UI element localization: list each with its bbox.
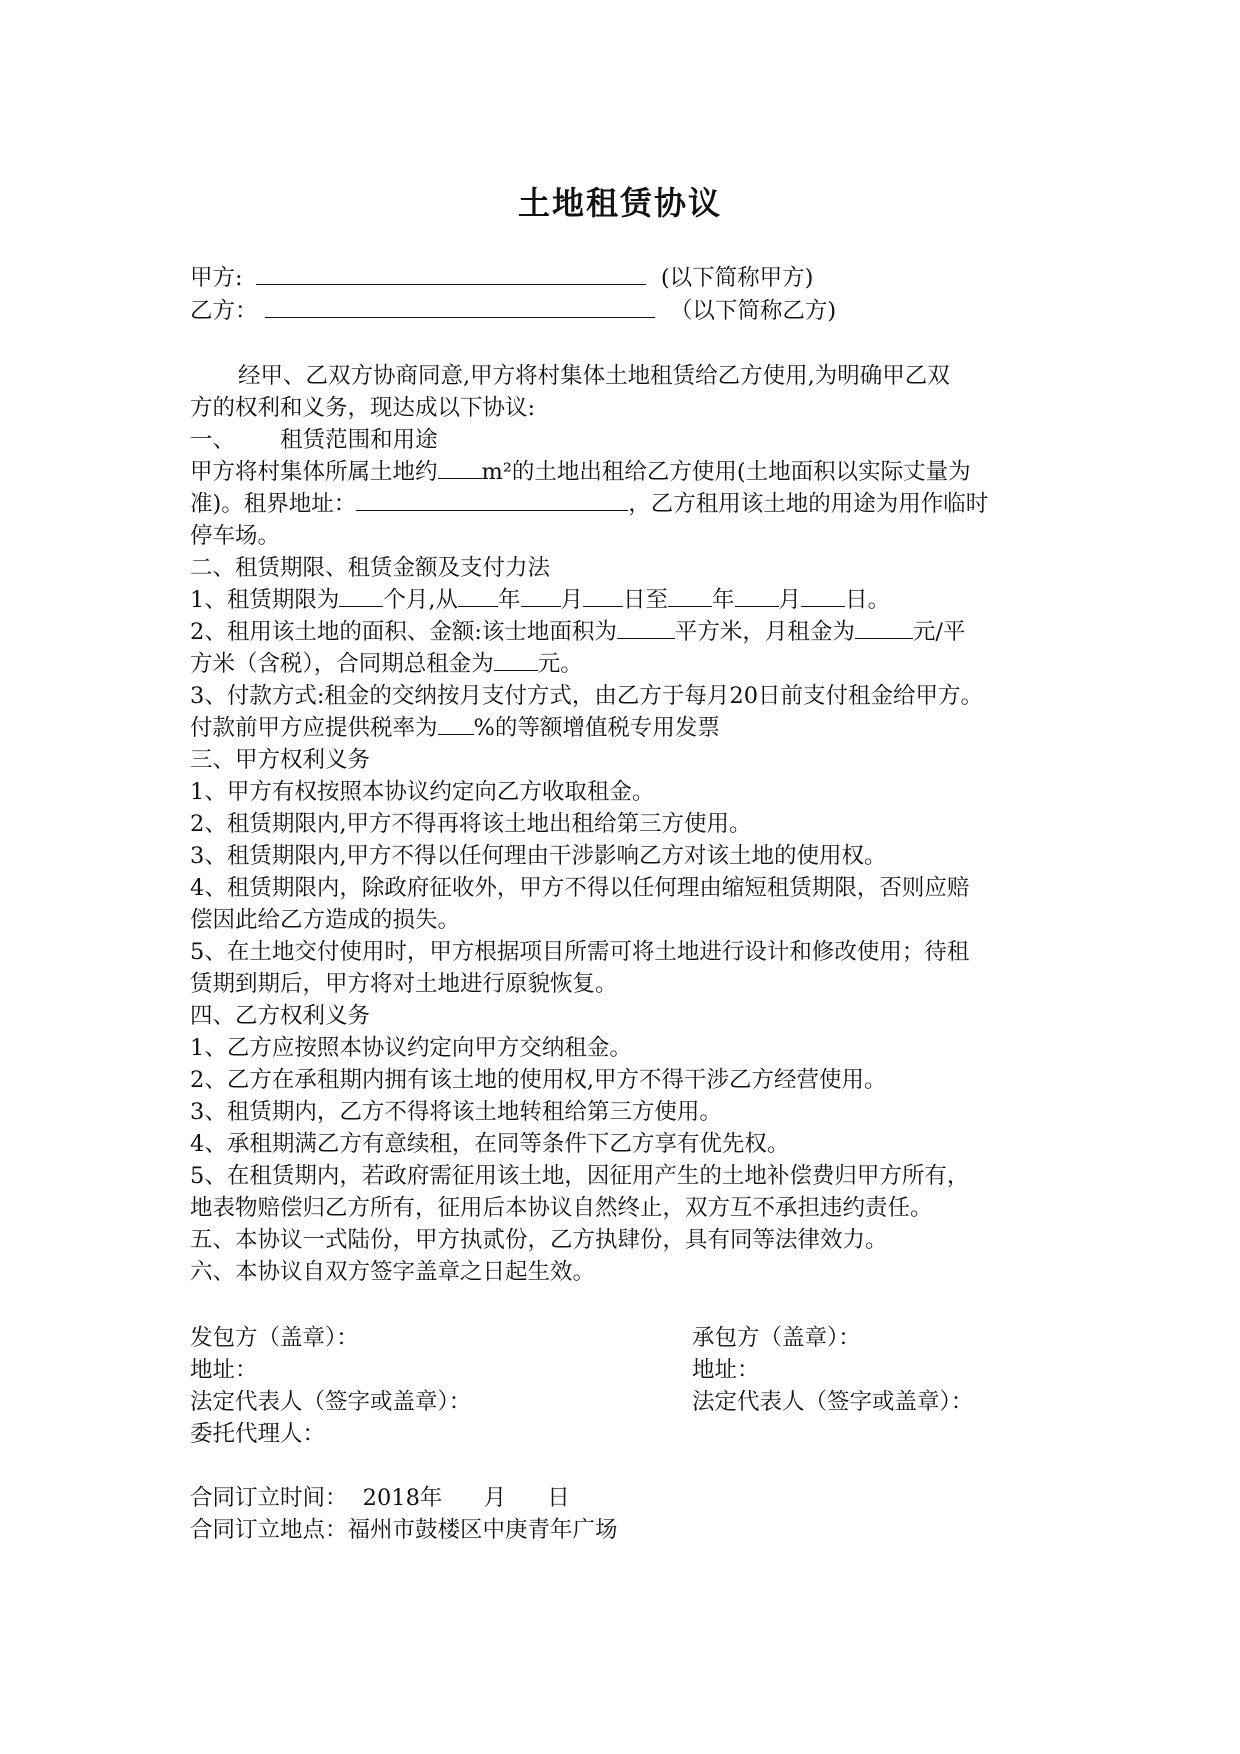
lessor-address-label: 地址：	[190, 1357, 258, 1383]
party-a-line	[190, 262, 813, 294]
tax-rate-blank	[438, 712, 474, 735]
section-2-item-2-line-1	[190, 616, 966, 648]
section-6: 六、本协议自双方签字盖章之日起生效。	[190, 1259, 596, 1285]
end-day-blank	[801, 584, 845, 607]
text: 平方米，月租金为	[674, 619, 855, 645]
section-5: 五、本协议一式陆份，甲方执贰份，乙方执肆份，具有同等法律效力。	[190, 1227, 888, 1253]
party-b-suffix: （以下简称乙方)	[669, 298, 837, 324]
section-2-heading: 二、租赁期限、租赁金额及支付力法	[190, 555, 551, 581]
lessee-seal-label: 承包方（盖章）：	[692, 1325, 861, 1351]
text: 月	[778, 587, 802, 613]
lessor-rep-label: 法定代表人（签字或盖章）：	[190, 1389, 472, 1415]
party-b-blank	[265, 295, 655, 318]
start-day-blank	[583, 584, 623, 607]
section-1-line-2	[190, 488, 988, 520]
section-1-heading	[190, 424, 438, 456]
lessee-address-label: 地址：	[692, 1357, 760, 1383]
section-3-item-1: 1、甲方有权按照本协议约定向乙方收取租金。	[190, 779, 655, 805]
section-4-item-2: 2、乙方在承租期内拥有该土地的使用权,甲方不得干涉乙方经营使用。	[190, 1067, 887, 1093]
months-blank	[339, 584, 383, 607]
end-month-blank	[735, 584, 779, 607]
text: 1、租赁期限为	[190, 587, 340, 613]
section-2-item-2-line-2	[190, 648, 583, 680]
intro-line-2: 方的权利和义务，现达成以下协议:	[190, 395, 536, 421]
intro-line-1: 经甲、乙双方协商同意,甲方将村集体土地租赁给乙方使用,为明确甲乙双	[238, 363, 950, 389]
section-2-item-1	[190, 584, 890, 616]
text: 年	[712, 587, 735, 613]
section-4-heading: 四、乙方权利义务	[190, 1003, 371, 1029]
section-4-item-5-line-1: 5、在租赁期内，若政府需征用该土地，因征用产生的土地补偿费归甲方所有，	[190, 1163, 970, 1189]
party-a-label: 甲方:	[190, 265, 243, 291]
section-2-item-3-line-1: 3、付款方式:租金的交纳按月支付方式，由乙方于每月20日前支付租金给甲方。	[190, 683, 984, 709]
total-rent-blank	[494, 648, 538, 671]
lessee-rep-label: 法定代表人（签字或盖章）：	[692, 1389, 974, 1415]
section-3-item-4-line-1: 4、租赁期限内，除政府征收外，甲方不得以任何理由缩短租赁期限，否则应赔	[190, 875, 970, 901]
contract-year: 2018年	[362, 1485, 443, 1511]
document-title: 土地租赁协议	[517, 184, 722, 222]
lessor-seal-label: 发包方（盖章）：	[190, 1325, 359, 1351]
monthly-rent-blank	[855, 616, 913, 639]
land-area-blank	[617, 616, 675, 639]
contract-place-line: 合同订立地点：福州市鼓楼区中庚青年广场	[190, 1517, 618, 1543]
text: 日至	[623, 587, 669, 613]
text: 日。	[845, 587, 891, 613]
end-year-blank	[668, 584, 712, 607]
text: 甲方将村集体所属土地约	[190, 459, 438, 485]
section-3-item-5-line-1: 5、在土地交付使用时，甲方根据项目所需可将土地进行设计和修改使用；待租	[190, 939, 970, 965]
start-year-blank	[458, 584, 498, 607]
contract-month: 月	[483, 1485, 507, 1511]
text: 月	[560, 587, 584, 613]
section-1-line-1	[190, 456, 971, 488]
contract-date-line	[190, 1482, 570, 1514]
section-3-item-5-line-2: 赁期到期后，甲方将对土地进行原貌恢复。	[190, 971, 618, 997]
section-4-item-5-line-2: 地表物赔偿归乙方所有，征用后本协议自然终止，双方互不承担违约责任。	[190, 1195, 933, 1221]
text: 付款前甲方应提供税率为	[190, 715, 438, 741]
contract-date-label: 合同订立时间：	[190, 1485, 348, 1511]
section-1-number: 一、	[190, 427, 236, 453]
text: 元。	[537, 651, 583, 677]
lessor-agent-label: 委托代理人：	[190, 1421, 326, 1447]
section-1-title: 租赁范围和用途	[280, 427, 438, 453]
section-4-item-1: 1、乙方应按照本协议约定向甲方交纳租金。	[190, 1035, 632, 1061]
text: 2、租用该土地的面积、金额:该士地面积为	[190, 619, 617, 645]
text: ，乙方租用该土地的用途为用作临时	[628, 491, 989, 517]
section-1-line-3: 停车场。	[190, 523, 281, 549]
contract-day: 日	[547, 1485, 570, 1511]
text: 准)。租界地址：	[190, 491, 357, 517]
section-4-item-3: 3、租赁期内，乙方不得将该土地转租给第三方使用。	[190, 1099, 722, 1125]
text: 个月,从	[383, 587, 458, 613]
section-2-item-3-line-2	[190, 712, 720, 744]
section-3-heading: 三、甲方权利义务	[190, 747, 371, 773]
section-3-item-3: 3、租赁期限内,甲方不得以任何理由干涉影响乙方对该土地的使用权。	[190, 843, 887, 869]
party-a-suffix: (以下简称甲方)	[660, 265, 814, 291]
section-3-item-4-line-2: 偿因此给乙方造成的损失。	[190, 907, 461, 933]
section-3-item-2: 2、租赁期限内,甲方不得再将该土地出租给第三方使用。	[190, 811, 752, 837]
address-blank	[356, 488, 628, 511]
area-blank	[438, 456, 482, 479]
party-b-label: 乙方：	[190, 298, 258, 324]
text: m²的土地出租给乙方使用(土地面积以实际丈量为	[481, 459, 971, 485]
start-month-blank	[521, 584, 561, 607]
text: 元/平	[912, 619, 966, 645]
text: 方米（含税），合同期总租金为	[190, 651, 494, 677]
text: %的等额增值税专用发票	[473, 715, 720, 741]
party-a-blank	[256, 262, 646, 285]
text: 年	[497, 587, 521, 613]
section-4-item-4: 4、承租期满乙方有意续租，在同等条件下乙方享有优先权。	[190, 1131, 790, 1157]
party-b-line	[190, 295, 836, 327]
